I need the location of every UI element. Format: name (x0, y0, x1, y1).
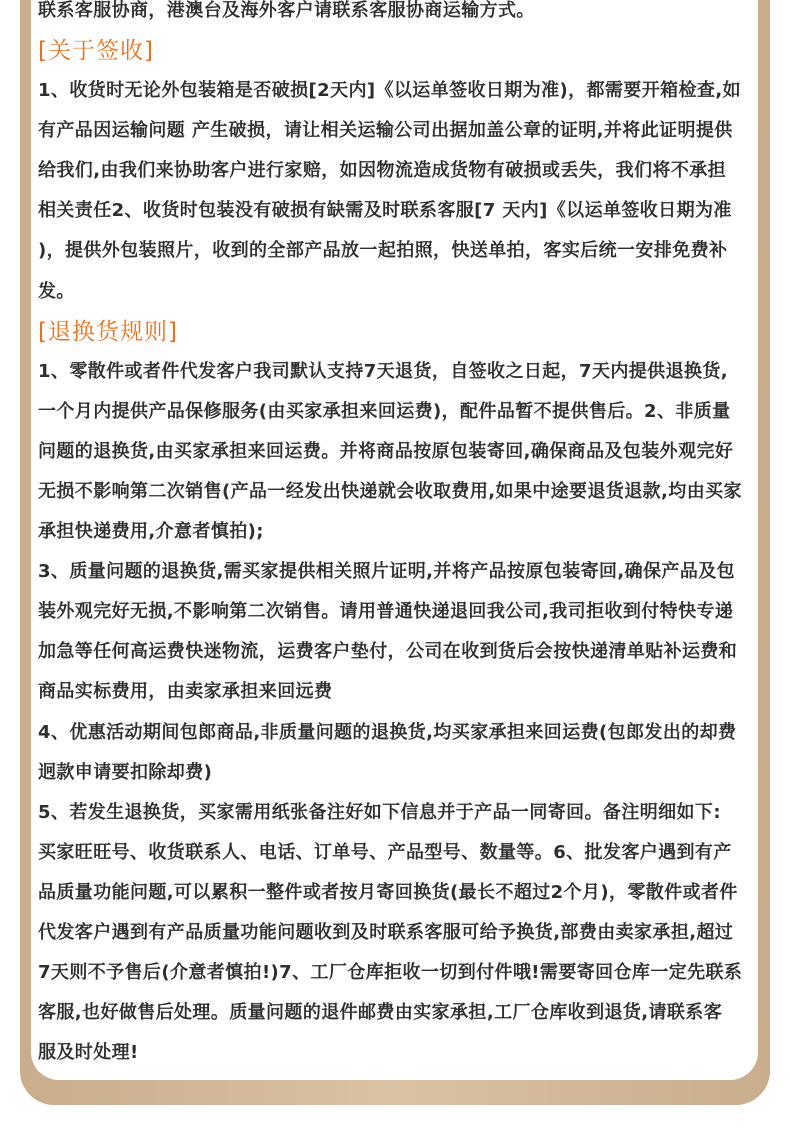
returns-paragraph-1: 1、零散件或者件代发客户我司默认支持7天退货，自签收之日起，7天内提供退换货, 一个月内提供产品保修服务(由买家承担来回运费)，配件品暂不提供售后。2、非质量 问题的退换货,由买家承担来回运费。并将商品按原包装寄回,确保商品及包装外观完好 无损不影响第二次销售(产品一经发出快递就会收取费用,如果中途要退货退款,均由买家 承担快递费用,介意者慎拍); (38, 360, 742, 543)
signing-paragraph: 1、收货时无论外包装箱是否破损[2天内]《以运单签收日期为准)，都需要开箱检查,如 有产品因运输问题 产生破损，请让相关运输公司出据加盖公章的证明,并将此证明提供 给我们,由我们来协助客户进行家赔，如因物流造成货物有破损或丢失，我们将不承担 相关责任2、收货时包装没有破损有缺需及时联系客服[7 天内]《以运单签收日期为准 )，提供外包装照片，收到的全部产品放一起拍照，快送单拍，客实后统一安排免费补 发。 (38, 80, 741, 302)
section-heading-signing: [关于签收] (38, 38, 154, 65)
intro-text-line: 联系客服协商，港澳台及海外客户请联系客服协商运输方式。 (38, 0, 535, 21)
returns-paragraph-3: 3、质量问题的退换货,需买家提供相关照片证明,并将产品按原包装寄回,确保产品及包 装外观完好无损,不影响第二次销售。请用普通快递退回我公司,我司拒收到付特快专递 加急等任何高运费快迷物流，运费客户垫付，公司在收到货后会按快递清单贴补运费和 商品实标费用，由卖家承担来回远费 (38, 561, 738, 703)
policy-content (38, 0, 756, 1073)
section-heading-returns: [退换货规则] (38, 318, 178, 345)
returns-paragraph-5: 5、若发生退换货，买家需用纸张备注好如下信息并于产品一同寄回。备注明细如下: 买家旺旺号、收货联系人、电话、订单号、产品型号、数量等。6、批发客户遇到有产 品质量功能问题,可以累积一整件或者按月寄回换货(最长不超过2个月)，零散件或者件 代发客户遇到有产品质量功能问题收到及时联系客服可给予换货,部费由卖家承担,超过 7天则不予售后(介意者慎拍!)7、工厂仓库拒收一切到付件哦!需要寄回仓库一定先联系 客服,也好做售后处理。质量问题的退件邮费由实家承担,工厂仓库收到退货,请联系客 服及时处理! (38, 801, 743, 1064)
returns-paragraph-4: 4、优惠活动期间包郎商品,非质量问题的退换货,均买家承担来回运费(包郎发出的却费 迥款申请要扣除却费) (38, 721, 737, 783)
